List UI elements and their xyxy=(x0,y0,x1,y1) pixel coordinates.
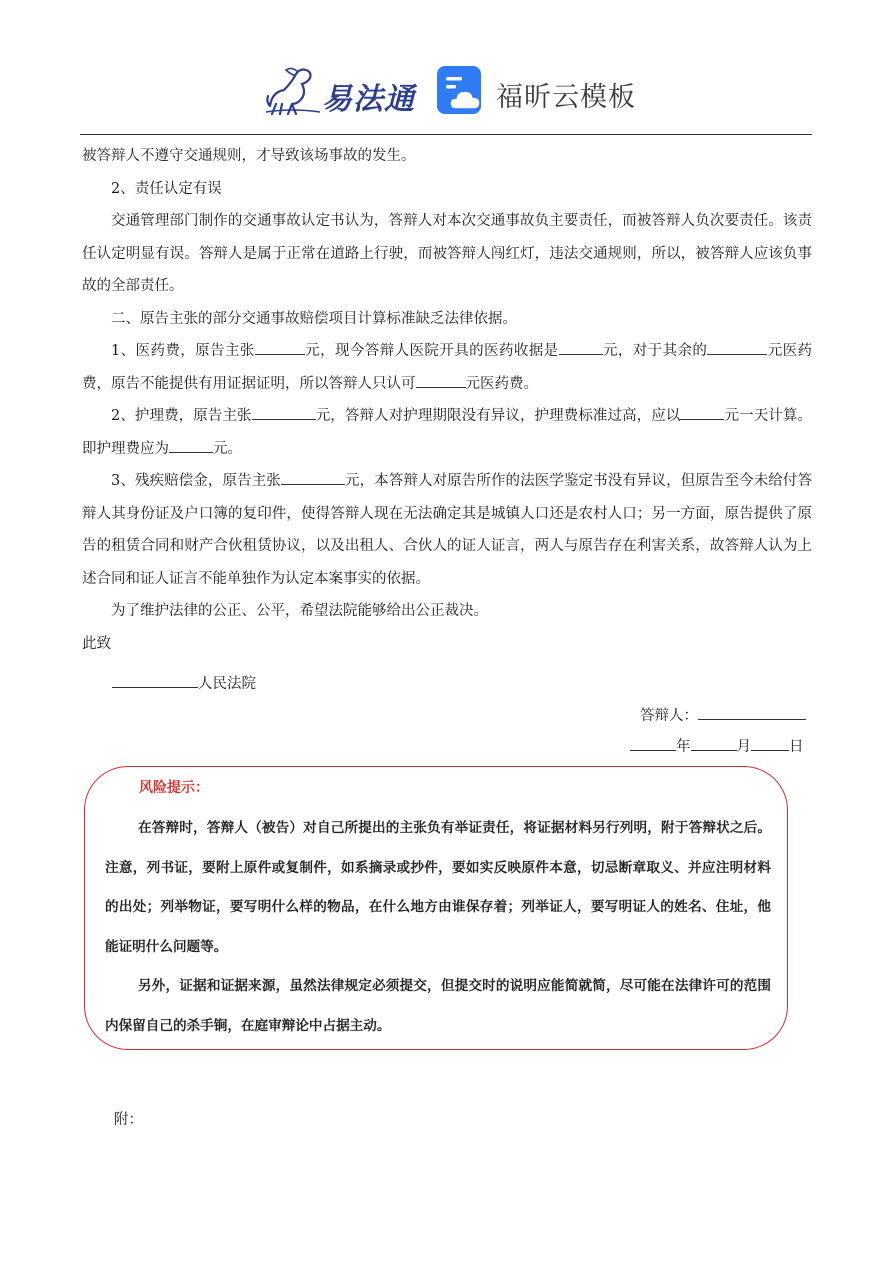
day-blank[interactable] xyxy=(751,735,789,751)
blank-field[interactable] xyxy=(169,437,213,453)
court-address: 人民法院 xyxy=(112,668,256,700)
logo2-text: 福昕云模板 xyxy=(496,82,636,113)
attachment-label: 附： xyxy=(114,1112,143,1128)
paragraph-0: 被答辩人不遵守交通规则，才导致该场事故的发生。 xyxy=(82,148,416,164)
paragraph-disability: 3、残疾赔偿金，原告主张 元，本答辩人对原告所作的法医学鉴定书没有异议，但原告至今未给付答辩人其身份证及户口簿的复印件，使得答辩人现在无法确定其是城镇人口还是农村人口；另一方面，原告提供了原告的租赁合同和财产合伙租赁协议，以及出租人、合伙人的证人证言，两人与原告存在利害关系，故答辩人认为上述合同和证人证言不能单独作为认定本案事实的依据。 xyxy=(82,465,812,595)
paragraph-request: 为了维护法律的公正、公平，希望法院能够给出公正裁决。 xyxy=(111,603,488,619)
paragraph-heading-liability: 2、责任认定有误 xyxy=(111,180,222,197)
blank-field[interactable] xyxy=(680,404,724,420)
header-divider xyxy=(80,134,812,135)
blank-field[interactable] xyxy=(281,469,345,485)
blank-field[interactable] xyxy=(252,404,316,420)
risk-paragraph-1: 在答辩时，答辩人（被告）对自己所提出的主张负有举证责任，将证据材料另行列明，附于答辩状之后。注意，列书证，要附上原件或复制件，如系摘录或抄件，要如实反映原件本意，切忌断章取义、并应注明材料的出处；列举物证，要写明什么样的物品，在什么地方由谁保存着；列举证人，要写明证人的姓名、住址，他能证明什么问题等。 xyxy=(105,820,771,955)
document-body xyxy=(82,140,812,660)
paragraph-heading-compensation: 二、原告主张的部分交通事故赔偿项目计算标准缺乏法律依据。 xyxy=(111,310,517,327)
page-header xyxy=(0,58,893,124)
court-name-blank[interactable] xyxy=(112,672,198,688)
respondent-signature: 答辩人： xyxy=(640,700,806,732)
logo1-text: 易法通 xyxy=(322,82,415,117)
salutation: 此致 xyxy=(82,635,111,652)
horse-logo-icon xyxy=(262,62,324,118)
risk-notice-title: 风险提示： xyxy=(139,780,209,796)
risk-paragraph-2: 另外，证据和证据来源，虽然法律规定必须提交，但提交时的说明应能简就简，尽可能在法律许可的范围内保留自己的杀手锏，在庭审辩论中占据主动。 xyxy=(105,978,771,1034)
blank-field[interactable] xyxy=(255,339,305,355)
blank-field[interactable] xyxy=(416,372,466,388)
month-blank[interactable] xyxy=(691,735,737,751)
respondent-name-blank[interactable] xyxy=(698,704,806,720)
risk-notice-box xyxy=(84,766,788,1050)
risk-notice-body xyxy=(105,809,771,1046)
year-blank[interactable] xyxy=(630,735,676,751)
paragraph-medical-fee: 1、医药费，原告主张 元，现今答辩人医院开具的医药收据是 元，对于其余的 元医药费，原告不能提供有用证据证明，所以答辩人只认可 元医药费。 xyxy=(82,335,812,400)
document-cloud-icon xyxy=(436,65,486,117)
paragraph-nursing-fee: 2、护理费，原告主张 元，答辩人对护理期限没有异议，护理费标准过高，应以 元一天计算。即护理费应为 元。 xyxy=(82,400,812,465)
date-line: 年 月 日 xyxy=(630,731,804,763)
yifatong-logo xyxy=(262,62,422,118)
paragraph-liability: 交通管理部门制作的交通事故认定书认为，答辩人对本次交通事故负主要责任，而被答辩人负次要责任。该责任认定明显有误。答辩人是属于正常在道路上行驶，而被答辩人闯红灯，违法交通规则，所以，被答辩人应该负事故的全部责任。 xyxy=(82,213,812,294)
blank-field[interactable] xyxy=(707,339,767,355)
blank-field[interactable] xyxy=(559,339,603,355)
foxit-template-logo xyxy=(436,65,636,119)
